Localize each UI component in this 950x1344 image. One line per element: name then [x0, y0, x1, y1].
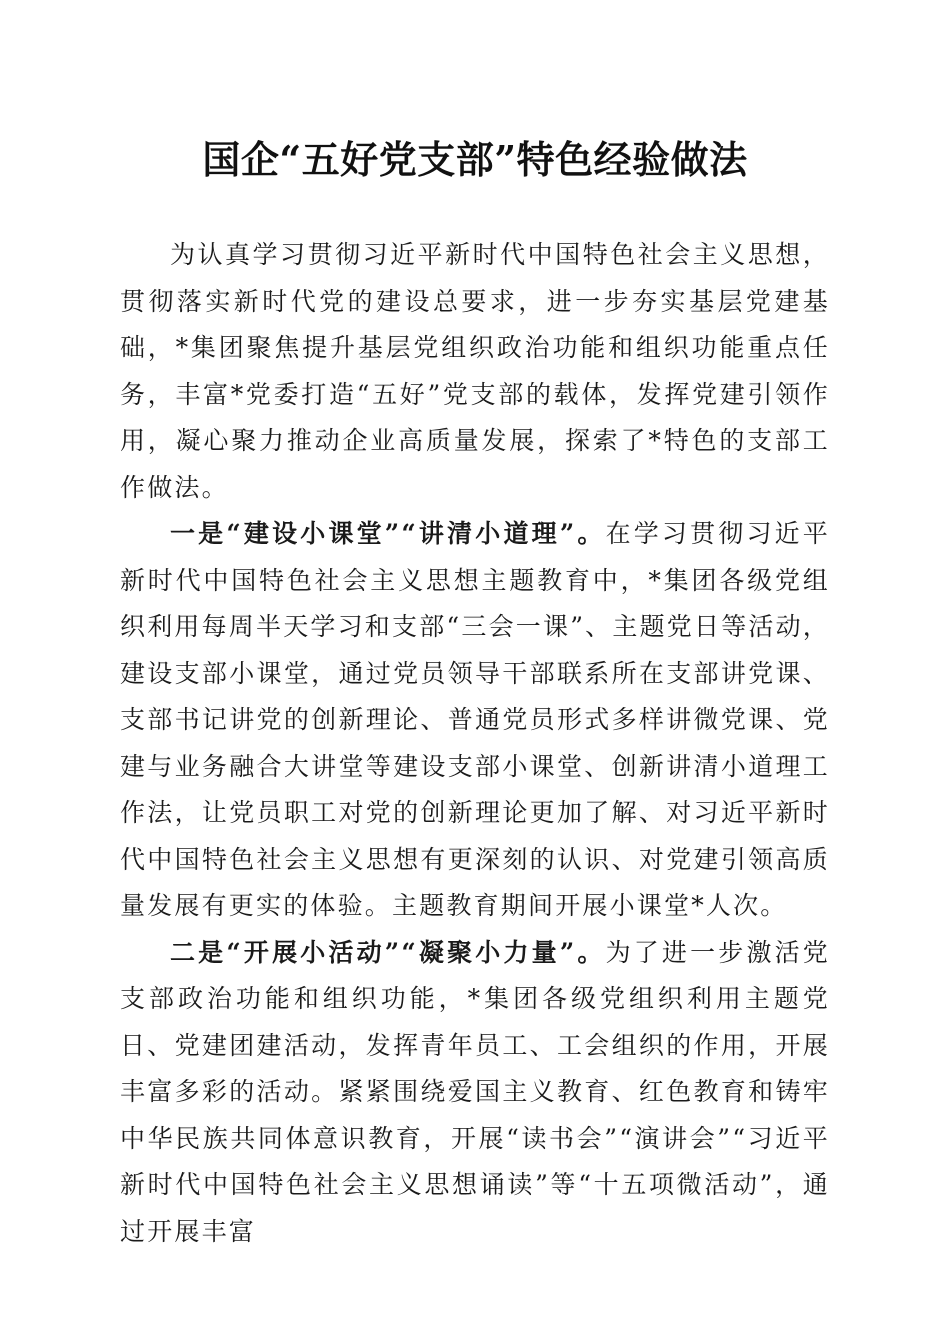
paragraph-point-two [120, 930, 830, 1256]
document-title: 国企“五好党支部”特色经验做法 [202, 137, 748, 182]
paragraph-point-one-text: 在学习贯彻习近平新时代中国特色社会主义思想主题教育中，*集团各级党组织利用每周半天学习和支部“三会一课”、主题党日等活动，建设支部小课堂，通过党员领导干部联系所在支部讲党课、支部书记讲党的创新理论、普通党员形式多样讲微党课、党建与业务融合大讲堂等建设支部小课堂、创新讲清小道理工作法，让党员职工对党的创新理论更加了解、对习近平新时代中国特色社会主义思想有更深刻的认识、对党建引领高质量发展有更实的体验。主题教育期间开展小课堂*人次。 [120, 519, 831, 920]
paragraph-intro [120, 232, 830, 511]
paragraph-point-one [120, 511, 830, 930]
document-body [120, 232, 830, 1255]
paragraph-point-one-heading: 一是“建设小课堂”“讲清小道理”。 [170, 519, 606, 548]
paragraph-intro-text: 为认真学习贯彻习近平新时代中国特色社会主义思想，贯彻落实新时代党的建设总要求，进一步夯实基层党建基础，*集团聚焦提升基层党组织政治功能和组织功能重点任务，丰富*党委打造“五好”党支部的载体，发挥党建引领作用，凝心聚力推动企业高质量发展，探索了*特色的支部工作做法。 [120, 240, 830, 502]
paragraph-point-two-heading: 二是“开展小活动”“凝聚小力量”。 [170, 937, 606, 967]
paragraph-point-two-text: 为了进一步激活党支部政治功能和组织功能，*集团各级党组织利用主题党日、党建团建活动，发挥青年员工、工会组织的作用，开展丰富多彩的活动。紧紧围绕爱国主义教育、红色教育和铸牢中华民族共同体意识教育，开展“读书会”“演讲会”“习近平新时代中国特色社会主义思想诵读”等“十五项微活动”，通过开展丰富 [120, 937, 831, 1246]
